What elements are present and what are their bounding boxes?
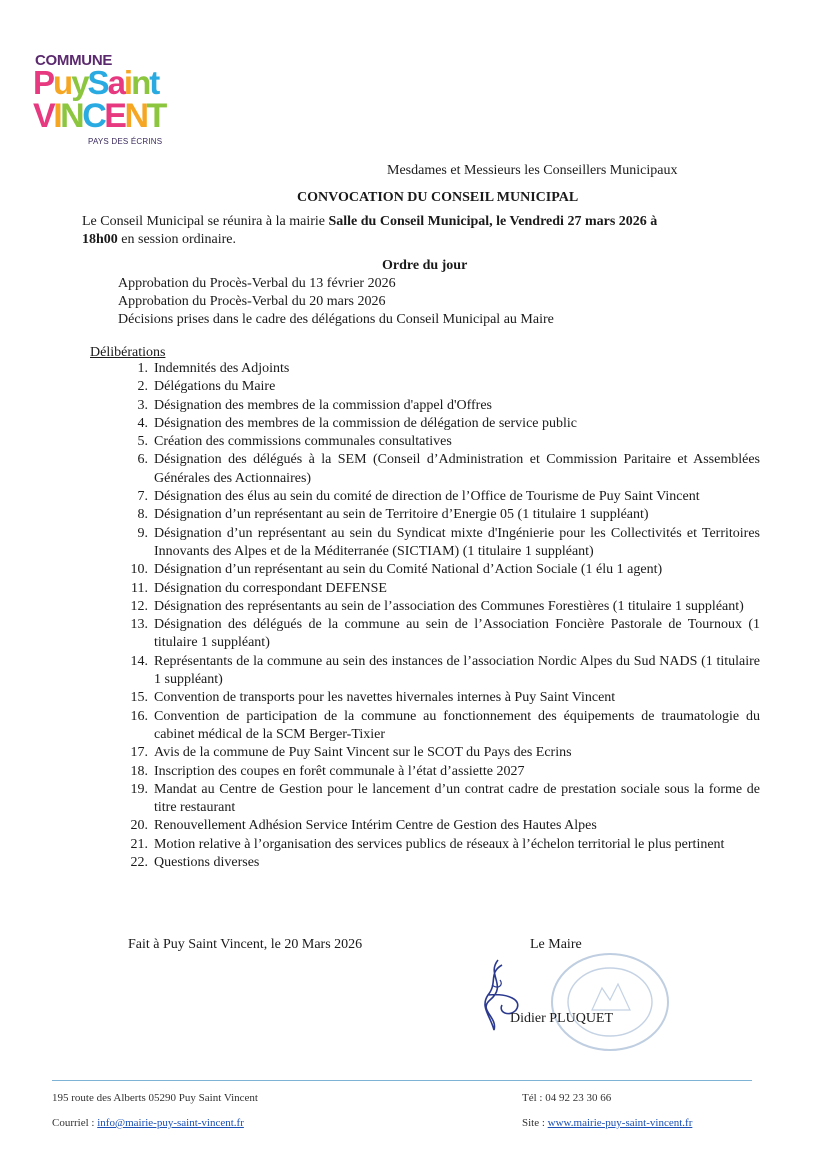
footer-email-link[interactable]: info@mairie-puy-saint-vincent.fr (97, 1117, 244, 1129)
deliberation-number: 1. (137, 361, 148, 376)
deliberation-text: Désignation des délégués à la SEM (Conseil d’Administration et Commission Paritaire et Assemblées Générales des Actionnaires) (154, 452, 760, 486)
commune-logo (30, 50, 190, 150)
deliberation-item (120, 360, 760, 378)
deliberation-number: 9. (137, 525, 148, 541)
deliberation-number: 2. (137, 379, 148, 395)
deliberation-item (120, 397, 760, 415)
intro-bold-2: 18h00 (82, 232, 118, 247)
deliberation-text: Délégations du Maire (154, 379, 276, 395)
logo-letter: T (146, 97, 165, 135)
logo-letter: N (60, 97, 83, 135)
deliberation-text: Désignation des représentants au sein de l’association des Communes Forestières (1 titulaire 1 suppléant) (154, 598, 744, 614)
deliberation-number: 20. (130, 818, 148, 834)
deliberation-text: Mandat au Centre de Gestion pour le lancement d’un contrat cadre de prestation sociale sous la forme de titre restaurant (154, 781, 760, 816)
agenda-item: Décisions prises dans le cadre des délégations du Conseil Municipal au Maire (118, 312, 554, 327)
footer-site-line (522, 1116, 692, 1130)
deliberation-number: 13. (130, 617, 148, 633)
deliberation-number: 14. (130, 653, 148, 669)
logo-letter: V (33, 97, 54, 135)
footer-email-label: Courriel : (52, 1117, 98, 1129)
document-title: CONVOCATION DU CONSEIL MUNICIPAL (297, 190, 579, 205)
deliberation-number: 21. (130, 836, 148, 852)
logo-letter: a (107, 64, 124, 101)
footer-site-link[interactable]: www.mairie-puy-saint-vincent.fr (547, 1117, 693, 1129)
logo-vincent-text (33, 97, 165, 135)
intro-text-1: Le Conseil Municipal se réunira à la mairie (82, 214, 329, 229)
deliberation-item (120, 817, 760, 835)
footer-site-label: Site : (522, 1117, 548, 1129)
deliberation-text: Création des commissions communales consultatives (154, 434, 452, 450)
deliberation-item (120, 451, 760, 488)
deliberation-item (120, 525, 760, 562)
deliberation-number: 4. (137, 415, 148, 431)
logo-letter: n (131, 64, 150, 101)
deliberation-text: Désignation des membres de la commission d'appel d'Offres (154, 397, 492, 413)
logo-letter: P (33, 64, 54, 101)
deliberation-text: Convention de participation de la commune au fonctionnement des équipements de traumatologie du cabinet médical de la SCM Berger-Tixier (154, 708, 760, 742)
agenda-heading: Ordre du jour (382, 258, 468, 273)
logo-letter: C (82, 97, 105, 135)
deliberation-item (120, 488, 760, 506)
logo-letter: I (53, 97, 61, 135)
agenda-item: Approbation du Procès-Verbal du 13 février 2026 (118, 276, 396, 291)
logo-commune-text: COMMUNE (35, 52, 113, 69)
place-date: Fait à Puy Saint Vincent, le 20 Mars 2026 (128, 937, 363, 952)
deliberation-number: 6. (137, 452, 148, 468)
deliberation-text: Désignation d’un représentant au sein du Comité National d’Action Sociale (1 élu 1 agent) (154, 562, 663, 578)
deliberation-number: 7. (137, 489, 148, 505)
deliberation-item (120, 708, 760, 745)
deliberation-item (120, 561, 760, 579)
deliberation-text: Désignation des membres de la commission de délégation de service public (154, 415, 577, 431)
logo-letter: N (124, 97, 147, 135)
deliberation-text: Inscription des coupes en forêt communale à l’état d’assiette 2027 (154, 763, 525, 779)
logo-letter: y (71, 64, 88, 101)
deliberation-text: Avis de la commune de Puy Saint Vincent sur le SCOT du Pays des Ecrins (154, 745, 572, 761)
logo-pays-text: PAYS DES ÉCRINS (88, 137, 163, 146)
deliberation-number: 16. (130, 708, 148, 724)
deliberations-list (120, 360, 760, 872)
mayor-role: Le Maire (530, 937, 582, 952)
deliberation-item (120, 653, 760, 690)
deliberation-item (120, 763, 760, 781)
intro-line-1 (82, 213, 657, 231)
logo-letter: u (53, 64, 72, 101)
deliberation-text: Indemnités des Adjoints (154, 361, 290, 376)
deliberation-text: Questions diverses (154, 855, 260, 871)
deliberation-number: 8. (137, 507, 148, 523)
deliberation-number: 18. (130, 763, 148, 779)
intro-text-2: en session ordinaire. (117, 232, 236, 247)
deliberation-item (120, 616, 760, 653)
deliberation-number: 22. (130, 855, 148, 871)
footer-divider (52, 1080, 752, 1081)
footer-address: 195 route des Alberts 05290 Puy Saint Vincent (52, 1092, 258, 1104)
deliberation-item (120, 598, 760, 616)
deliberation-number: 19. (130, 781, 148, 797)
deliberation-number: 11. (131, 580, 148, 596)
logo-letter: E (104, 97, 125, 135)
agenda-item: Approbation du Procès-Verbal du 20 mars 2026 (118, 294, 386, 309)
deliberation-text: Renouvellement Adhésion Service Intérim Centre de Gestion des Hautes Alpes (154, 818, 597, 834)
deliberation-text: Désignation du correspondant DEFENSE (154, 580, 387, 596)
deliberation-item (120, 854, 760, 872)
logo-letter: t (149, 64, 159, 101)
deliberation-item (120, 689, 760, 707)
deliberation-item (120, 744, 760, 762)
deliberation-item (120, 506, 760, 524)
intro-bold-1: Salle du Conseil Municipal, le Vendredi 27 mars 2026 à (328, 214, 658, 229)
deliberation-item (120, 433, 760, 451)
deliberation-text: Convention de transports pour les navettes hivernales internes à Puy Saint Vincent (154, 690, 616, 706)
footer-email-line (52, 1116, 244, 1130)
deliberation-number: 17. (130, 745, 148, 761)
deliberation-item (120, 415, 760, 433)
footer-phone: Tél : 04 92 23 30 66 (522, 1092, 612, 1104)
deliberation-text: Représentants de la commune au sein des instances de l’association Nordic Alpes du Sud NADS (1 titulaire 1 suppléant) (154, 653, 760, 688)
deliberation-number: 15. (130, 690, 148, 706)
deliberation-text: Désignation d’un représentant au sein du Syndicat mixte d'Ingénierie pour les Collectivités et Territoires Innovants des Alpes et de la Méditerranée (SICTIAM) (1 titulaire 1 suppléant) (154, 525, 760, 559)
intro-line-2 (82, 231, 236, 249)
recipient-line: Mesdames et Messieurs les Conseillers Municipaux (387, 163, 678, 178)
deliberation-text: Désignation d’un représentant au sein de Territoire d’Energie 05 (1 titulaire 1 suppléant) (154, 507, 649, 523)
deliberation-item (120, 378, 760, 396)
deliberation-item (120, 580, 760, 598)
deliberation-item (120, 781, 760, 818)
deliberation-number: 5. (137, 434, 148, 450)
deliberation-text: Désignation des élus au sein du comité de direction de l’Office de Tourisme de Puy Saint Vincent (154, 489, 700, 505)
deliberation-number: 12. (130, 598, 148, 614)
municipal-seal (548, 950, 672, 1054)
deliberation-text: Motion relative à l’organisation des services publics de réseaux à l’échelon territorial le plus pertinent (154, 836, 725, 852)
logo-letter: S (87, 64, 108, 101)
mayor-name: Didier PLUQUET (510, 1011, 614, 1026)
deliberation-item (120, 836, 760, 854)
deliberation-number: 3. (137, 397, 148, 413)
deliberation-number: 10. (130, 562, 148, 578)
deliberation-text: Désignation des délégués de la commune au sein de l’Association Foncière Pastorale de Tournoux (1 titulaire 1 suppléant) (154, 617, 760, 651)
logo-letter: i (123, 64, 132, 101)
deliberations-heading: Délibérations (90, 345, 166, 360)
